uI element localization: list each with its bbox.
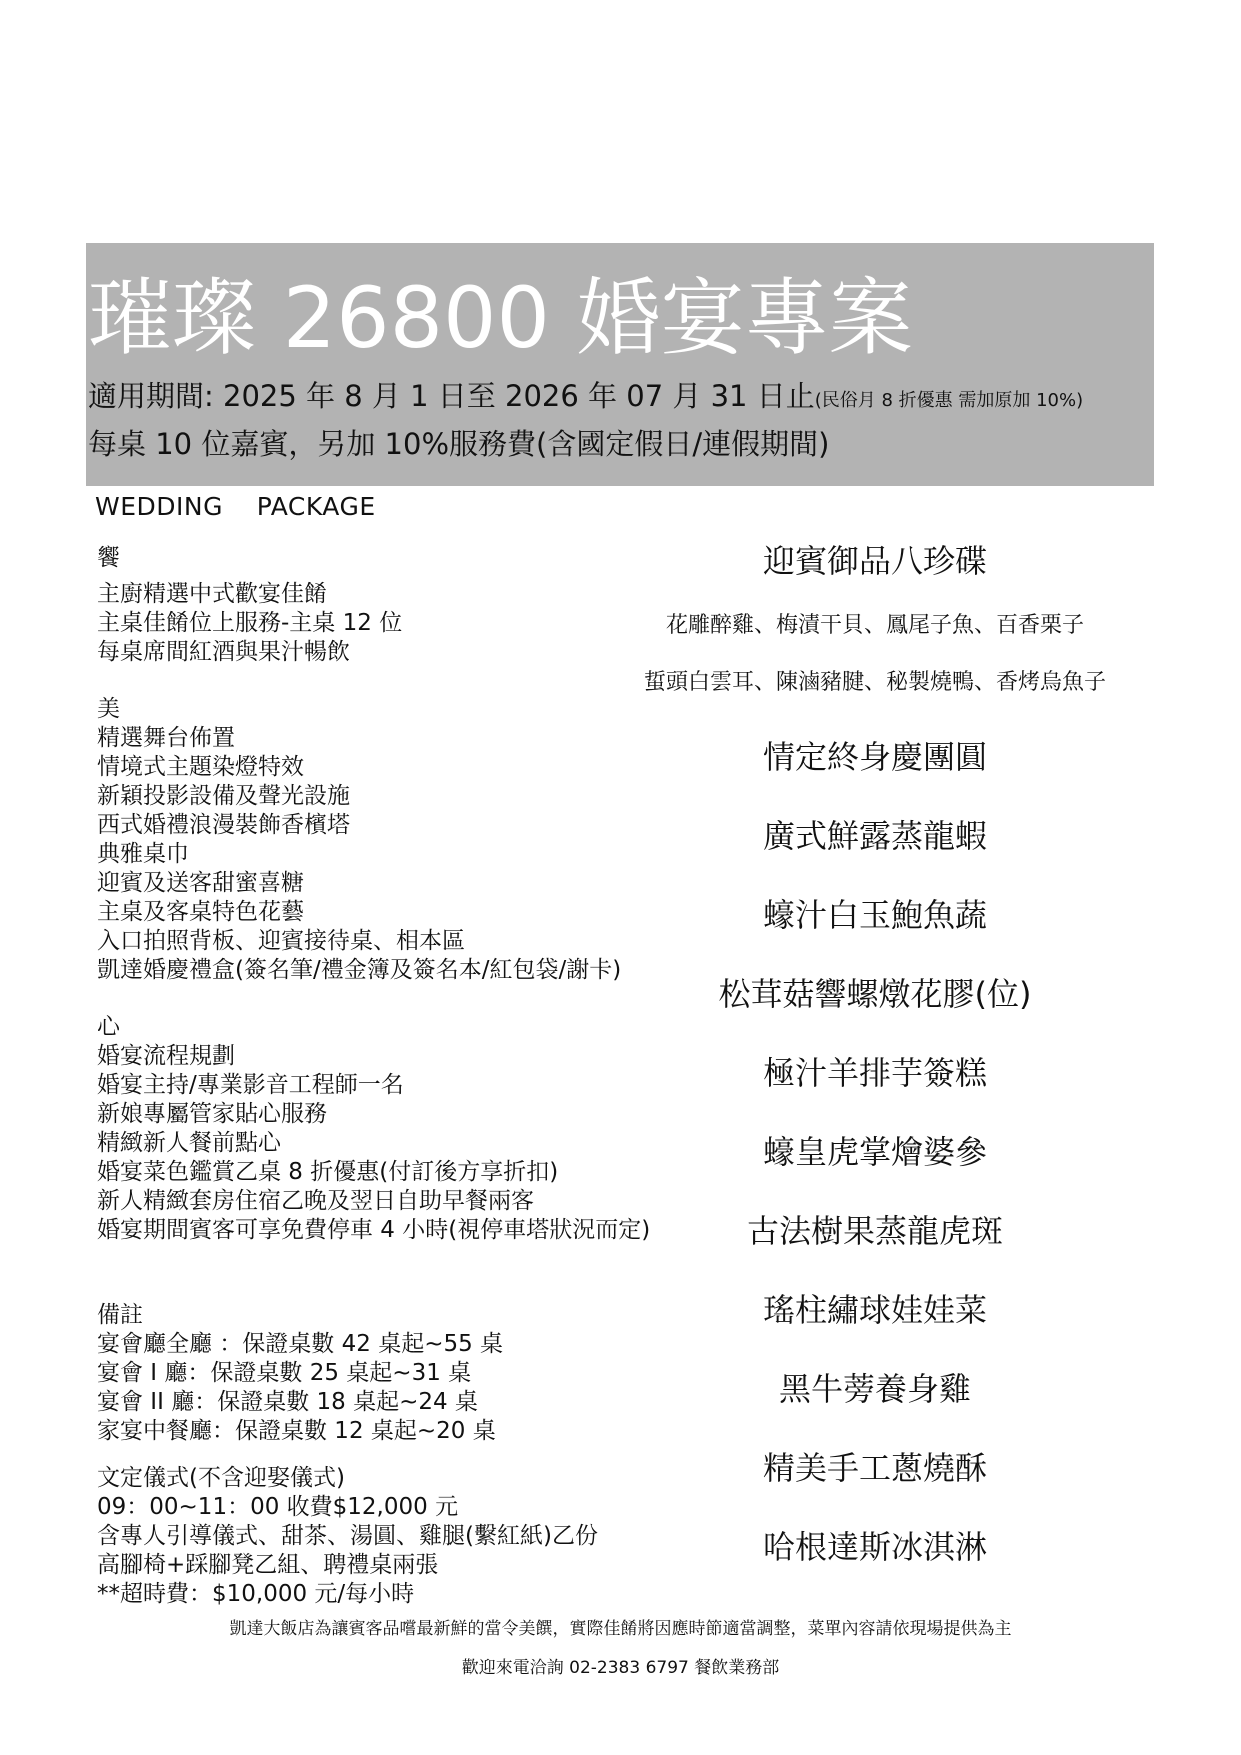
page-title: 璀璨 26800 婚宴專案 — [88, 269, 913, 367]
beauty-item: 凱達婚慶禮盒(簽名筆/禮金簿及簽名本/紅包袋/謝卡) — [97, 957, 622, 983]
beauty-item: 入口拍照背板、迎賓接待桌、相本區 — [97, 928, 465, 954]
menu-dish: 蠔汁白玉鮑魚蔬 — [762, 896, 987, 934]
beauty-item: 新穎投影設備及聲光設施 — [97, 783, 350, 809]
beauty-item: 主桌及客桌特色花藝 — [97, 899, 304, 925]
period-note: (民俗月 8 折優惠 需加原加 10%) — [814, 390, 1084, 411]
heart-item: 婚宴流程規劃 — [97, 1043, 235, 1069]
ceremony-item: 高腳椅+踩腳凳乙組、聘禮桌兩張 — [97, 1552, 439, 1578]
menu-appetizer: 迎賓御品八珍碟 — [762, 542, 987, 580]
beauty-item: 情境式主題染燈特效 — [97, 754, 304, 780]
menu-dish: 蠔皇虎掌燴婆參 — [762, 1133, 987, 1171]
feast-item: 主桌佳餚位上服務-主桌 12 位 — [97, 610, 403, 636]
feast-item: 每桌席間紅酒與果汁暢飲 — [97, 639, 350, 665]
package-subtitle: WEDDING PACKAGE — [95, 492, 376, 521]
section-heading-feast: 饗 — [97, 545, 120, 571]
footer-disclaimer: 凱達大飯店為讓賓客品嚐最新鮮的當令美饌，實際佳餚將因應時節適當調整，菜單內容請依現場提供為主 — [229, 1619, 1012, 1639]
menu-dish: 哈根達斯冰淇淋 — [762, 1528, 987, 1566]
notes-item: 宴會 I 廳：保證桌數 25 桌起~31 桌 — [97, 1360, 472, 1386]
ceremony-heading: 文定儀式(不含迎娶儀式) — [97, 1465, 345, 1491]
notes-item: 宴會廳全廳 ：保證桌數 42 桌起~55 桌 — [97, 1331, 504, 1357]
heart-item: 新人精緻套房住宿乙晚及翌日自助早餐兩客 — [97, 1188, 534, 1214]
heart-item: 婚宴菜色鑑賞乙桌 8 折優惠(付訂後方享折扣) — [97, 1159, 559, 1185]
menu-dish: 廣式鮮露蒸龍蝦 — [762, 817, 987, 855]
notes-item: 宴會 II 廳：保證桌數 18 桌起~24 桌 — [97, 1389, 478, 1415]
ceremony-item: 09：00~11：00 收費$12,000 元 — [97, 1494, 459, 1520]
menu-dish: 情定終身慶團圓 — [762, 738, 987, 776]
menu-appetizer-items: 花雕醉雞、梅漬干貝、鳳尾子魚、百香栗子 — [665, 613, 1084, 638]
heart-item: 婚宴主持/專業影音工程師一名 — [97, 1072, 404, 1098]
menu-dish: 極汁羊排芋簽糕 — [762, 1054, 987, 1092]
heart-item: 新娘專屬管家貼心服務 — [97, 1101, 327, 1127]
notes-item: 家宴中餐廳：保證桌數 12 桌起~20 桌 — [97, 1418, 496, 1444]
section-heading-notes: 備註 — [97, 1302, 143, 1328]
ceremony-item: **超時費：$10,000 元/每小時 — [97, 1581, 415, 1607]
period-text: 適用期間: 2025 年 8 月 1 日至 2026 年 07 月 31 日止 — [88, 379, 815, 413]
section-heading-beauty: 美 — [97, 696, 120, 722]
menu-dish: 黑牛蒡養身雞 — [778, 1370, 971, 1408]
menu-appetizer-items: 蜇頭白雲耳、陳滷豬腱、秘製燒鴨、香烤烏魚子 — [643, 670, 1106, 695]
menu-dish: 精美手工蔥燒酥 — [762, 1449, 987, 1487]
beauty-item: 精選舞台佈置 — [97, 725, 235, 751]
guest-info: 每桌 10 位嘉賓，另加 10%服務費(含國定假日/連假期間) — [88, 427, 830, 461]
section-heading-heart: 心 — [97, 1014, 120, 1040]
footer-contact: 歡迎來電洽詢 02-2383 6797 餐飲業務部 — [461, 1658, 780, 1678]
menu-dish: 瑤柱繡球娃娃菜 — [762, 1291, 987, 1329]
beauty-item: 迎賓及送客甜蜜喜糖 — [97, 870, 304, 896]
validity-period — [88, 376, 1083, 421]
heart-item: 婚宴期間賓客可享免費停車 4 小時(視停車塔狀況而定) — [97, 1217, 651, 1243]
beauty-item: 西式婚禮浪漫裝飾香檳塔 — [97, 812, 350, 838]
beauty-item: 典雅桌巾 — [97, 841, 189, 867]
heart-item: 精緻新人餐前點心 — [97, 1130, 281, 1156]
ceremony-item: 含專人引導儀式、甜茶、湯圓、雞腿(繫紅紙)乙份 — [97, 1523, 598, 1549]
menu-dish: 松茸菇響螺燉花膠(位) — [718, 975, 1032, 1013]
menu-dish: 古法樹果蒸龍虎斑 — [746, 1212, 1003, 1250]
feast-item: 主廚精選中式歡宴佳餚 — [97, 581, 327, 607]
